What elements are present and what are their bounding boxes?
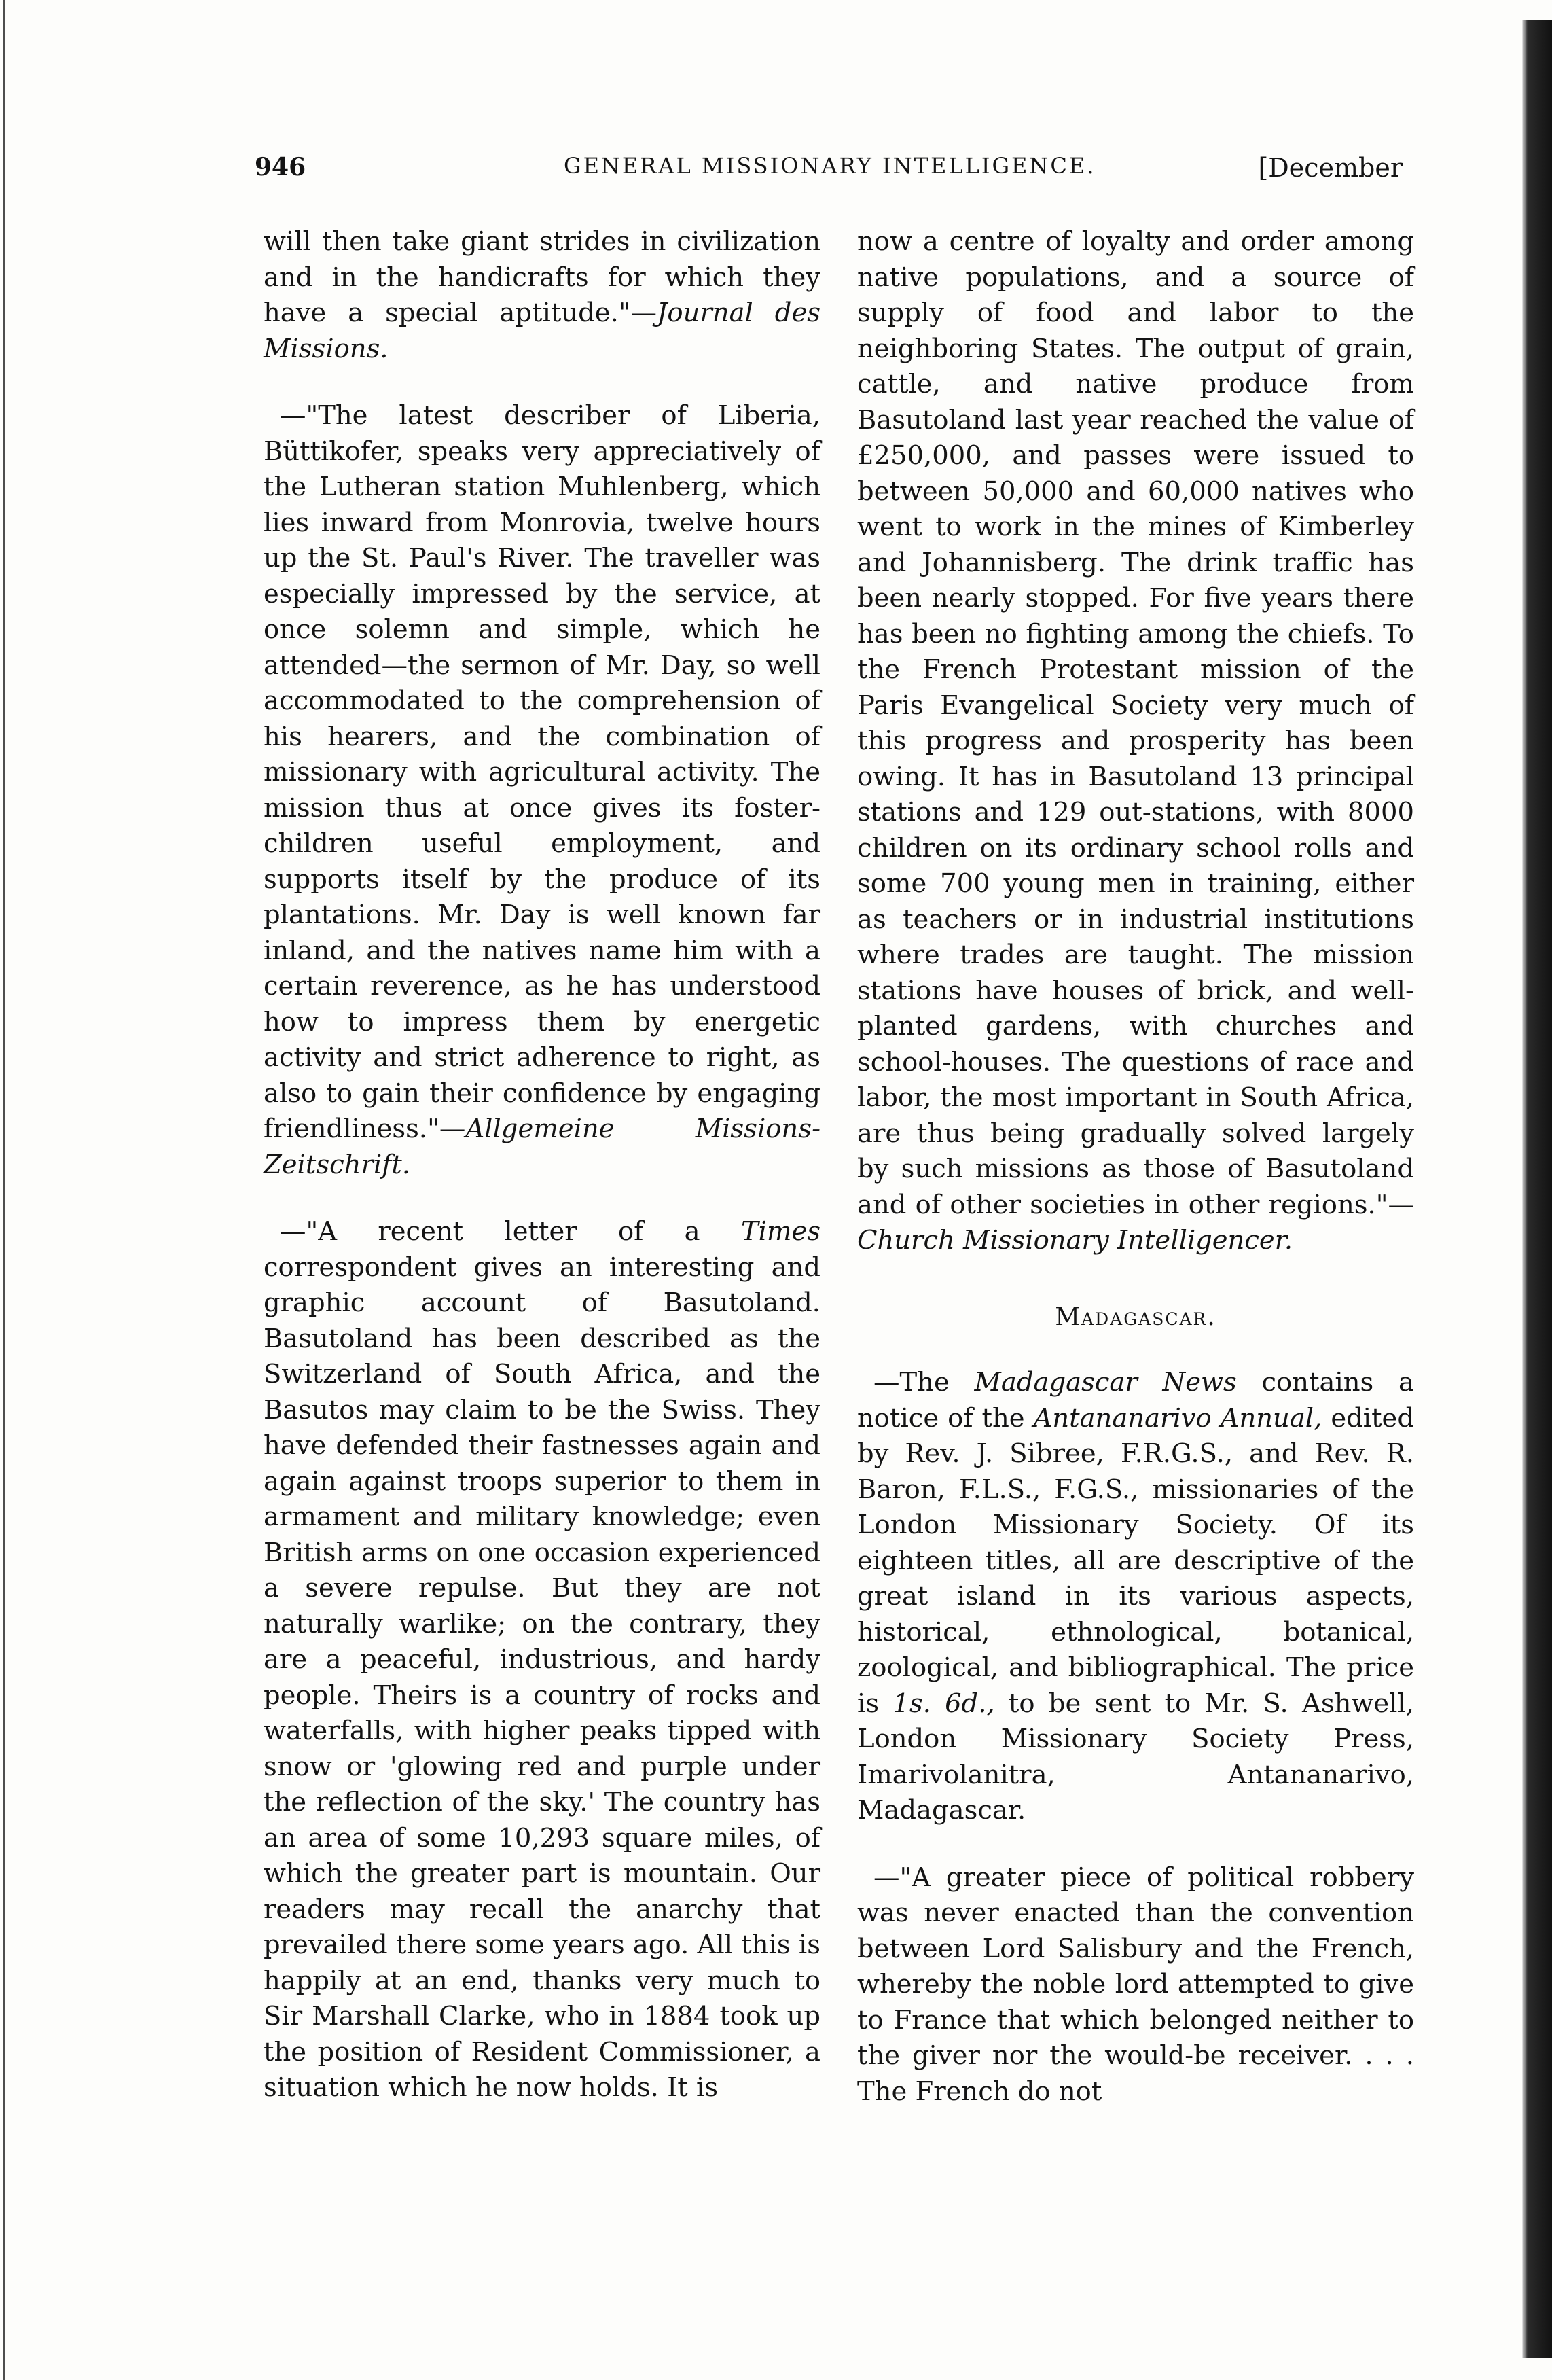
right-column — [857, 224, 1414, 2141]
paragraph-text: now a centre of loyalty and order among native populations, and a source of supply of food and labor to the neighboring States. The output of grain, cattle, and native produce from Basutoland last year reached the value of £250,000, and passes were issued to between 50,000 and 60,000 natives who went to work in the mines of Kimberley and Johannisberg. The drink traffic has been nearly stopped. For five years there has been no fighting among the chiefs. To the French Protestant mission of the Paris Evangelical Society very much of this progress and prosperity has been owing. It has in Basutoland 13 principal stations and 129 out-stations, with 8000 children on its ordinary school rolls and some 700 young men in training, either as teachers or in industrial institutions where trades are taught. The mission stations have houses of brick, and well-planted gardens, with churches and school-houses. The questions of race and labor, the most important in South Africa, are thus being gradually solved largely by such missions as those of Basutoland and of other societies in other regions."— — [857, 226, 1414, 1220]
left-column — [264, 224, 820, 2137]
paragraph-basutoland-continued — [857, 224, 1414, 1259]
paragraph-liberia — [264, 398, 820, 1183]
paragraph-text: edited by Rev. J. Sibree, F.R.G.S., and Rev. R. Baron, F.L.S., F.G.S., missionaries of the London Missionary Society. Of its eighteen titles, all are descriptive of the great island in its various aspects, historical, ethnological, botanical, zoological, and bibliographical. The price is — [857, 1402, 1414, 1719]
scan-binding-shadow — [1522, 20, 1552, 2358]
paragraph-lead: —"A recent letter of a — [280, 1216, 741, 1247]
section-heading-madagascar: Madagascar. — [1055, 1302, 1216, 1331]
price: 1s. 6d., — [892, 1688, 995, 1719]
paragraph-text: —"The latest describer of Liberia, Büttikofer, speaks very appreciatively of the Lutheran station Muhlenberg, which lies inward from Monrovia, twelve hours up the St. Paul's River. The traveller was especially impressed by the service, at once solemn and simple, which he attended—the sermon of Mr. Day, so well accommodated to the comprehension of his hearers, and the combination of missionary with agricultural activity. The mission thus at once gives its foster-children useful employment, and supports itself by the produce of its plantations. Mr. Day is well known far inland, and the natives name him with a certain reverence, as he has understood how to impress them by energetic activity and strict adherence to right, as also to gain their confidence by engaging friendliness."— — [264, 400, 820, 1144]
newspaper-title: Times — [740, 1216, 820, 1247]
paragraph-text: —"A greater piece of political robbery was never enacted than the convention between Lord Salisbury and the French, whereby the noble lord attempted to give to France that which belonged neither to the giver nor the would-be receiver. . . . The French do not — [857, 1862, 1414, 2107]
paragraph-journal-des-missions — [264, 224, 820, 367]
paragraph-text: to be sent to Mr. S. Ashwell, London Missionary Society Press, Imarivolanitra, Antananarivo, Madagascar. — [857, 1688, 1414, 1826]
running-head: GENERAL MISSIONARY INTELLIGENCE. — [564, 153, 1096, 179]
page-header — [255, 153, 1403, 200]
paragraph-basutoland — [264, 1214, 820, 2106]
publication-title: Antananarivo Annual, — [1033, 1402, 1322, 1434]
paragraph-political-robbery — [857, 1860, 1414, 2110]
paragraph-text: contains a notice of the — [857, 1367, 1414, 1434]
paragraph-lead: —The — [873, 1367, 975, 1398]
paragraph-madagascar-news — [857, 1365, 1414, 1829]
header-date: [December — [1258, 153, 1403, 183]
newspaper-title: Madagascar News — [974, 1367, 1237, 1398]
paragraph-text: correspondent gives an interesting and graphic account of Basutoland. Basutoland has been described as the Switzerland of South Africa, and the Basutos may claim to be the Swiss. They have defended their fastnesses again and again against troops superior to them in armament and military knowledge; even British arms on one occasion experienced a severe repulse. But they are not naturally warlike; on the contrary, they are a peaceful, industrious, and hardy people. Theirs is a country of rocks and waterfalls, with higher peaks tipped with snow or 'glowing red and purple under the reflection of the sky.' The country has an area of some 10,293 square miles, of which the greater part is mountain. Our readers may recall the anarchy that prevailed there some years ago. All this is happily at an end, thanks very much to Sir Marshall Clarke, who in 1884 took up the position of Resident Commissioner, a situation which he now holds. It is — [264, 1251, 820, 2103]
source-citation: Journal des Missions. — [264, 298, 820, 364]
source-citation: Allgemeine Missions-Zeitschrift. — [264, 1114, 820, 1180]
source-citation: Church Missionary Intelligencer. — [857, 1225, 1293, 1256]
paragraph-text: will then take giant strides in civilization and in the handicrafts for which they have a special aptitude."— — [264, 226, 820, 328]
page-number: 946 — [255, 153, 306, 181]
page-edge-rule — [3, 0, 5, 2380]
